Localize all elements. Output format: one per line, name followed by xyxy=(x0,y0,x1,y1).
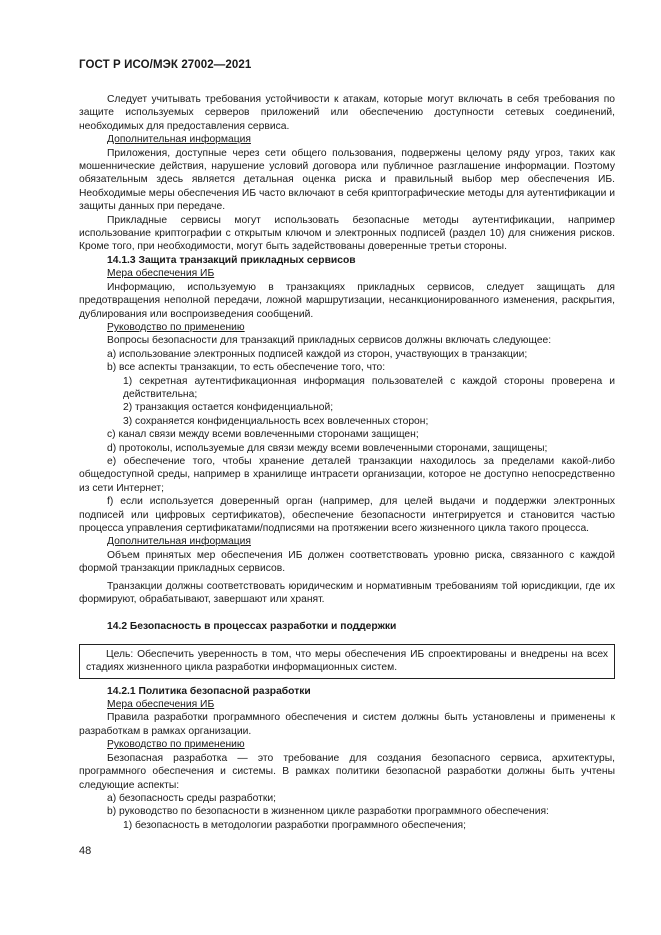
objective-box xyxy=(79,644,615,679)
document-body xyxy=(79,93,615,832)
list-item: a) безопасность среды разработки; xyxy=(107,792,276,804)
list-item: d) протоколы, используемые для связи между всеми вовлеченными сторонами, защищены; xyxy=(107,442,548,454)
paragraph: e) обеспечение того, чтобы хранение деталей транзакции находилось за пределами какой-либо общедоступной среды, например в хранилище интрасети организации, которое не доступно непосредственно из сети Интернет; xyxy=(79,455,615,494)
subsection-heading: 14.1.3 Защита транзакций прикладных сервисов xyxy=(107,254,356,266)
list-item: 1) секретная аутентификационная информация пользователей с каждой стороны проверена и действительна; xyxy=(123,375,615,400)
page-number: 48 xyxy=(79,845,92,857)
underlined-label: Мера обеспечения ИБ xyxy=(107,268,215,280)
paragraph: Следует учитывать требования устойчивости к атакам, которые могут включать в себя требования по защите используемых серверов приложений или обеспечению доступности сетевых соединений, необходимых для предоставления сервиса. xyxy=(79,94,615,132)
list-item: a) использование электронных подписей каждой из сторон, участвующих в транзакции; xyxy=(107,348,528,360)
paragraph: Правила разработки программного обеспечения и систем должны быть установлены и применены к разработкам в рамках организации. xyxy=(79,712,615,737)
list-item: 3) сохраняется конфиденциальность всех вовлеченных сторон; xyxy=(123,415,429,427)
section-heading: 14.2 Безопасность в процессах разработки и поддержки xyxy=(107,621,397,633)
list-item: c) канал связи между всеми вовлеченными сторонами защищен; xyxy=(107,429,419,441)
list-item: b) все аспекты транзакции, то есть обеспечение того, что: xyxy=(107,362,386,374)
paragraph: Приложения, доступные через сети общего пользования, подвержены целому ряду угроз, таких как мошеннические действия, нарушение условий договора или публичное разглашение информации. Поэтому обязательным здесь является детальная оценка риска и правильный выбор мер обеспечения ИБ. Необходимые меры обеспечения ИБ часто включают в себя криптографические методы для аутентификации и защиты данных при передаче. xyxy=(79,147,615,213)
underlined-label: Дополнительная информация xyxy=(107,134,251,146)
list-item: 2) транзакция остается конфиденциальной; xyxy=(123,402,334,414)
paragraph: Объем принятых мер обеспечения ИБ должен соответствовать уровню риска, связанного с каждой формой транзакции прикладных сервисов. xyxy=(79,549,615,575)
paragraph: Информацию, используемую в транзакциях прикладных сервисов, следует защищать для предотвращения неполной передачи, ложной маршрутизации, несанкционированного изменения, раскрытия, дублирования или воспроизведения сообщений. xyxy=(79,281,615,320)
paragraph: Вопросы безопасности для транзакций прикладных сервисов должны включать следующее: xyxy=(107,335,552,347)
paragraph: f) если используется доверенный орган (например, для целей выдачи и поддержки электронных подписей или цифровых сертификатов), обеспечение безопасности интегрируется и становится частью процесса управления сертификатами/подписями на протяжении всего жизненного цикла такого процесса. xyxy=(79,496,615,534)
paragraph: Безопасная разработка — это требование для создания безопасного сервиса, архитектуры, программного обеспечения и системы. В рамках политики безопасной разработки должны быть учтены следующие аспекты: xyxy=(79,752,615,791)
paragraph: Транзакции должны соответствовать юридическим и нормативным требованиям той юрисдикции, где их формируют, обрабатывают, завершают или хранят. xyxy=(79,580,615,606)
underlined-label: Руководство по применению xyxy=(107,739,245,751)
document-header: ГОСТ Р ИСО/МЭК 27002—2021 xyxy=(79,59,252,71)
objective-text: Цель: Обеспечить уверенность в том, что меры обеспечения ИБ спроектированы и внедрены на всех стадиях жизненного цикла разработки информационных систем. xyxy=(86,648,608,674)
list-item: 1) безопасность в методологии разработки программного обеспечения; xyxy=(123,819,466,831)
paragraph: Прикладные сервисы могут использовать безопасные методы аутентификации, например использование криптографии с открытым ключом и электронных подписей (раздел 10) для снижения рисков. Кроме того, при необходимости, могут быть задействованы доверенные третьи стороны. xyxy=(79,214,615,253)
subsection-heading: 14.2.1 Политика безопасной разработки xyxy=(107,685,311,697)
underlined-label: Дополнительная информация xyxy=(107,536,251,548)
underlined-label: Руководство по применению xyxy=(107,321,245,333)
list-item: b) руководство по безопасности в жизненном цикле разработки программного обеспечения: xyxy=(107,806,549,818)
underlined-label: Мера обеспечения ИБ xyxy=(107,699,215,711)
